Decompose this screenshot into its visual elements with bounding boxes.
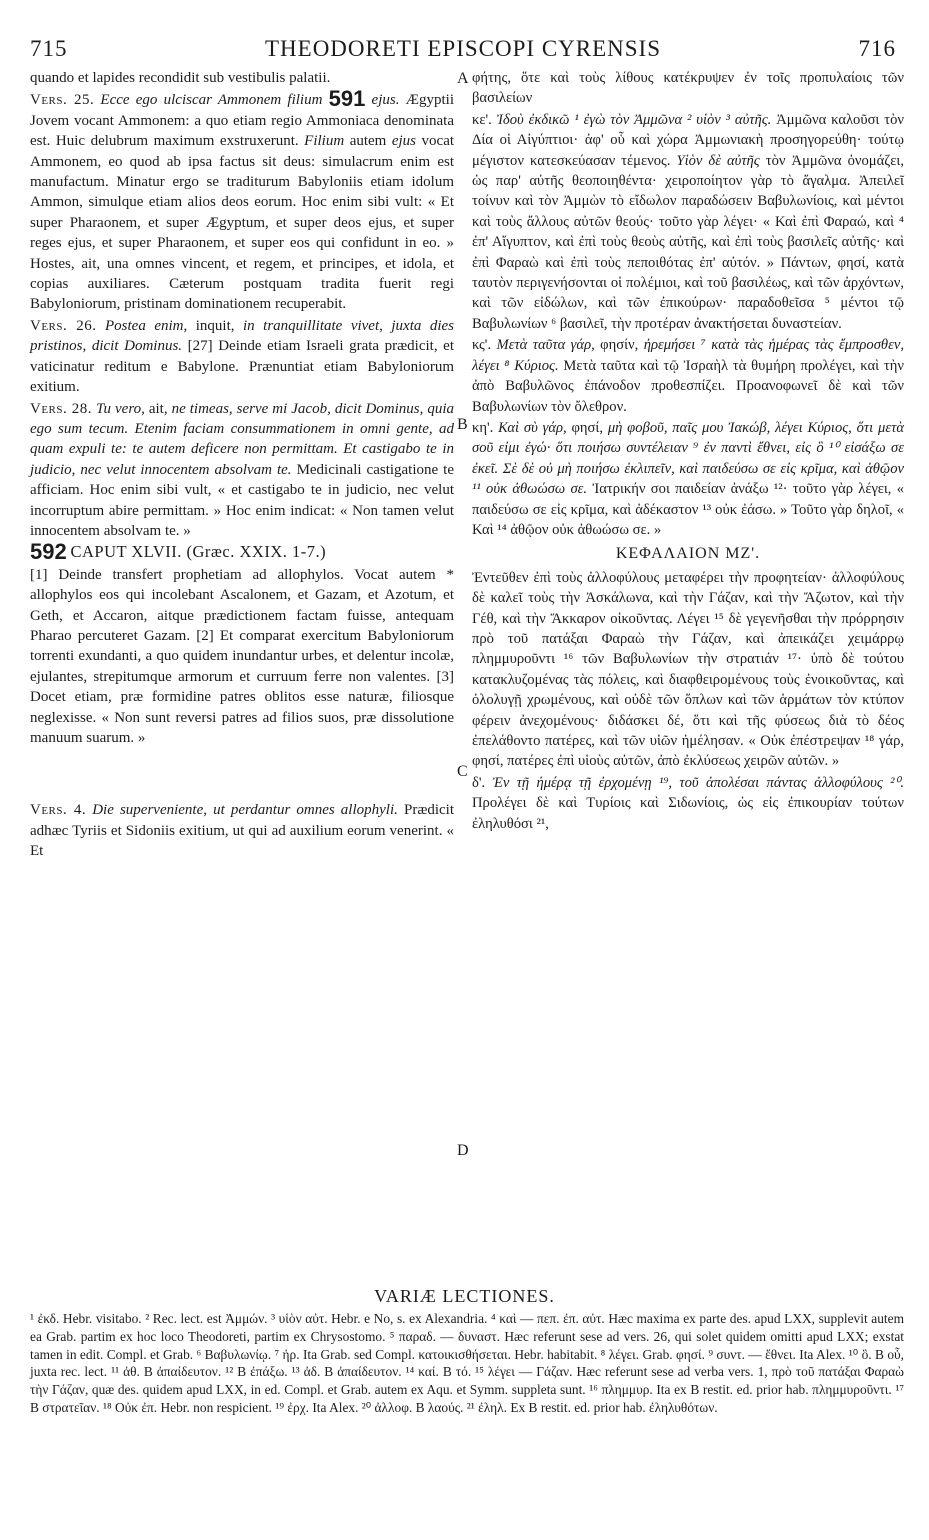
running-header xyxy=(30,36,896,64)
column-number-591: 591 xyxy=(328,86,366,112)
verse-label: Vers. 28. xyxy=(30,400,92,417)
greek-verse-28: κη'. Καὶ σὺ γάρ, φησί, μὴ φοβοῦ, παῖς μου Ἰακώβ, λέγει Κύριος, ὅτι μετὰ σοῦ εἰμι ἐγώ· ὅτι ποιήσω συντέλειαν ⁹ ἐν παντὶ ἔθνει, εἰς ὃ ¹⁰ εἰσάξω σε ἐκεῖ. Σὲ δὲ οὐ μὴ ποιήσω ἐκλιπεῖν, καὶ παιδεύσω σε εἰς κρῖμα, καὶ ἀθῷον ¹¹ οὐκ ἀθωώσω σε. Ἰατρικήν σοι παιδείαν ἀνάξω ¹²· τοῦτο γὰρ λέγει, « παιδεύσω σε εἰς κρῖμα, καὶ ἀδέκαστον ¹³ οὐκ ἐάσω. » Τοῦτο γὰρ δηλοῖ, « Καὶ ¹⁴ ἀθῷον οὐκ ἀθωώσω σε. » xyxy=(472,419,904,538)
verse-label: Vers. 4. xyxy=(30,802,87,819)
greek-chapter-heading: ΚΕΦΑΛΑΙΟΝ ΜΖ'. xyxy=(615,545,761,563)
greek-chapter-text: Ἐντεῦθεν ἐπὶ τοὺς ἀλλοφύλους μεταφέρει τὴν προφητείαν· ἀλλοφύλους δὲ καλεῖ τοὺς τὴν Ἀσκάλωνα, καὶ τὴν Γάζαν, καὶ τὴν Ἄζωτον, καὶ τὴν Γέθ, καὶ τὴν Ἄκκαρον οἰκοῦντας. Λέγει ¹⁵ δὲ γεγενῆσθαι τὴν πρόρρησιν πρὸ τοῦ πατάξαι Φαραὼ τὴν Γάζαν, καὶ ἀπεικάζει χειμάρρῳ πλημμυροῦντι ¹⁶ τῶν Βαβυλωνίων τὴν στρατιάν ¹⁷· ὑπὸ δὲ τούτου κατακλυζομένας τὰς πόλεις, καὶ διαφθειρομένους τοὺς ἐνοικοῦντας, καὶ ὀλολυγῇ χρωμένους, καὶ οὐδὲ τῶν ὅπλων καὶ τῶν ἁρμάτων τὸν κτύπον φέρειν ἀνεχομένους· διδάσκει δέ, ὅτι καὶ τῆς φύσεως διὰ τὸ δέος ἐπελάθοντο πατέρες, καὶ τῶν υἱῶν ἠμέλησαν. « Οὐκ ἐπέστρεψαν ¹⁸ γάρ, φησί, πατέρες ἐπὶ υἱοὺς αὐτῶν, ἀπὸ ἐκλύσεως χειρῶν αὐτῶν. » xyxy=(472,569,904,770)
greek-verse-25: κε'. Ἰδοὺ ἐκδικῶ ¹ ἐγὼ τὸν Ἀμμῶνα ² υἱὸν ³ αὐτῆς. Ἀμμῶνα καλοῦσι τὸν Δία οἱ Αἰγύπτιοι· ἀφ' οὗ καὶ χώρα Ἀμμωνιακὴ προσηγορεύθη· τούτῳ μέγιστον κατεσκεύασαν τέμενος. Υἱὸν δὲ αὐτῆς τὸν Ἀμμῶνα ὀνομάζει, ὡς παρ' αὐτῆς θεοποιηθέντα· χειροποίητον γὰρ τὸ ἄγαλμα. Ἀπειλεῖ τοίνυν καὶ τὸν Ἀμμὼν τὸ εἴδωλον παραδώσειν Βαβυλωνίοις, καὶ μέντοι καὶ τοὺς ἄλλους αὐτῶν θεούς· τοῦτο γὰρ λέγει· « Καὶ ἐπὶ Φαραώ, καὶ ⁴ ἐπ' Αἴγυπτον, καὶ ἐπὶ τοὺς θεοὺς αὐτῆς, καὶ ἐπὶ τοὺς βασιλεῖς αὐτῆς· καὶ ἐπὶ Φαραὼ καὶ ἐπὶ τοὺς πεποιθότας ἐπ' αὐτόν. » Πάντων, φησί, κατὰ ταυτὸν περιγενήσονται οἱ πολέμιοι, καὶ τοῦ βασιλέως, καὶ τῶν ἀρχόντων, καὶ τῶν εἰδώλων, καὶ τῶν ἐπικούρων· παραδοθεῖσα ⁵ μέντοι τῷ Βαβυλωνίων ⁶ βασιλεῖ, τὴν προτέραν ἀνακτήσεται δυναστείαν. xyxy=(472,111,904,332)
latin-verse-28: Vers. 28. Tu vero, ait, ne timeas, serve mi Jacob, dicit Dominus, quia ego sum tecum. Etenim faciam consummationem in omni gente, ad quam expuli te: te autem deficere non permittam. Et castigabo te in judicio, nec velut innocentem absolvam te. Medicinali castigatione te afficiam. Hoc enim sibi vult, « et castigabo te in judicio, nec velut incorruptum abire permittam. » Hoc enim indicat: « Non tamen velut innocentem absolvam te. » xyxy=(30,400,455,539)
variae-lectiones-heading: VARIÆ LECTIONES. xyxy=(374,1286,555,1306)
variae-lectiones-notes: ¹ ἐκδ. Hebr. visitabo. ² Rec. lect. est Ἀμμών. ³ υἱὸν αὐτ. Hebr. e No, s. ex Alexandria. ⁴ καὶ — πεπ. ἐπ. αὐτ. Hæc maxima ex parte des. apud LXX, supplevit autem ea Grab. partim ex hoc loco Theodoreti, partim ex Chrysostomo. ⁵ παραδ. — δυναστ. Hæc referunt sese ad vers. 26, qui solet quidem omitti apud LXX; exstat tamen in edit. Compl. et Grab. ⁶ Βαβυλωνίῳ. ⁷ ἠρ. Ita Grab. sed Compl. κατοικισθήσεται. Hebr. habitabit. ⁸ λέγει. Grab. φησί. ⁹ συντ. — ἔθνει. Ita Alex. ¹⁰ ὃ. B οὗ, juxta rec. lect. ¹¹ ἀθ. B ἀπαίδευτον. ¹² B ἐπάξω. ¹³ ἀδ. B ἀπαίδευτον. ¹⁴ καί. B τό. ¹⁵ λέγει — Γάζαν. Hæc referunt sese ad verba vers. 1, πρὸ τοῦ πατάξαι Φαραὼ τὴν Γάζαν, quæ des. quidem apud LXX, in ed. Compl. et Grab. autem ex Aqu. et Symm. suppleta sunt. ¹⁶ πλημμυρ. Ita ex B restit. ed. prior hab. πλημμυροῦντι. ¹⁷ B στρατεῖαν. ¹⁸ Οὐκ ἐπ. Hebr. non respicient. ¹⁹ ἐρχ. Ita Alex. ²⁰ ἀλλοφ. B λαούς. ²¹ ἐληλ. Ex B restit. ed. prior hab. ἐληλυθότων. xyxy=(30,1311,904,1415)
margin-marker-b: B xyxy=(457,416,468,433)
greek-column xyxy=(472,68,904,835)
page-number-right: 716 xyxy=(858,36,896,61)
verse-label: δ'. xyxy=(472,774,486,791)
latin-verse-26: Vers. 26. Postea enim, inquit, in tranquillitate vivet, juxta dies pristinos, dicit Dominus. [27] Deinde etiam Israeli grata prædicit, et vaticinatur reditum e Babylone. Prænuntiat etiam Babyloniorum exitium. xyxy=(30,317,455,396)
verse-label: Vers. 25. xyxy=(30,92,95,109)
margin-marker-a: A xyxy=(457,70,469,87)
margin-marker-d: D xyxy=(457,1142,469,1159)
running-title: THEODORETI EPISCOPI CYRENSIS xyxy=(264,36,662,61)
greek-verse-4: δ'. Ἐν τῇ ἡμέρᾳ τῇ ἐρχομένῃ ¹⁹, τοῦ ἀπολέσαι πάντας ἀλλοφύλους ²⁰. Προλέγει δὲ καὶ Τυρίοις καὶ Σιδωνίοις, ὡς εἰς ἐπικουρίαν τούτων ἐληλυθόσι ²¹, xyxy=(472,774,904,832)
latin-chapter-text: [1] Deinde transfert prophetiam ad allophylos. Vocat autem * allophylos eos qui incolebant Ascalonem, et Gazam, et Azotum, et Geth, et Accaron, aitque prædictionem factam fuisse, antequam Pharao percuteret Gazam. [2] Et comparat exercitum Babyloniorum torrenti exundanti, a quo quidem inundantur urbes, et delentur incolæ, ejulantes, strepitumque armorum et curruum ferre non valentes. [3] Docet etiam, præ formidine patres oblitos esse naturæ, filiosque neglexisse. « Non sunt reversi patres ad filios suos, præ dissolutione manuum suarum. » xyxy=(30,566,454,746)
margin-marker-c: C xyxy=(457,763,468,780)
verse-label: κς'. xyxy=(472,337,492,354)
verse-label: κη'. xyxy=(472,419,494,436)
page-number-left: 715 xyxy=(30,36,68,61)
column-number-592: 592 xyxy=(30,539,67,565)
latin-column xyxy=(30,68,454,863)
latin-chapter-heading: 592 CAPUT XLVII. (Græc. XXIX. 1-7.) xyxy=(30,539,327,565)
latin-verse-4: Vers. 4. Die superveniente, ut perdantur omnes allophyli. Prædicit adhæc Tyriis et Sidoniis exitium, ut qui ad auxilium eorum venerint. « Et xyxy=(30,802,454,860)
verse-label: κε'. xyxy=(472,111,492,128)
latin-verse-25: Vers. 25. Ecce ego ulciscar Ammonem filium 591 ejus. Ægyptii Jovem vocant Ammonem: a quo etiam regio Ammoniaca denominata est. Huic delubrum maximum exstruxerunt. Filium autem ejus vocat Ammonem, eo quod ab ipsa factus sit deus: simulacrum enim est manufactum. Minatur ergo se traditurum Babyloniis etiam idolum Ammon, simulque etiam alios deos eorum. Hoc enim sibi vult: « Et super Pharaonem, et super Ægyptum, et super deos ejus, et super reges ejus, et super Pharaonem, et super eos qui confidunt in eo. » Hostes, ait, una omnes vincent, et regem, et principes, et idola, et copias auxiliares. Cæterum postquam tradita fuerit regi Babyloniorum, pristinam dominationem recuperabit. xyxy=(30,86,455,313)
latin-paragraph: quando et lapides recondidit sub vestibulis palatii. xyxy=(30,70,331,86)
greek-paragraph: φήτης, ὅτε καὶ τοὺς λίθους κατέκρυψεν ἐν τοῖς προπυλαίοις τῶν βασιλείων xyxy=(472,70,904,107)
greek-verse-26: κς'. Μετὰ ταῦτα γάρ, φησίν, ἠρεμήσει ⁷ κατὰ τὰς ἡμέρας τὰς ἔμπροσθεν, λέγει ⁸ Κύριος. Μετὰ ταῦτα καὶ τῷ Ἰσραὴλ τὰ θυμήρη προλέγει, καὶ τὴν ἀπὸ Βαβυλῶνος ἐπάνοδον προθεσπίζει. Προανοφωνεῖ δὲ καὶ τῶν Βαβυλωνίων τὸν ὄλεθρον. xyxy=(472,337,904,415)
verse-label: Vers. 26. xyxy=(30,317,97,334)
